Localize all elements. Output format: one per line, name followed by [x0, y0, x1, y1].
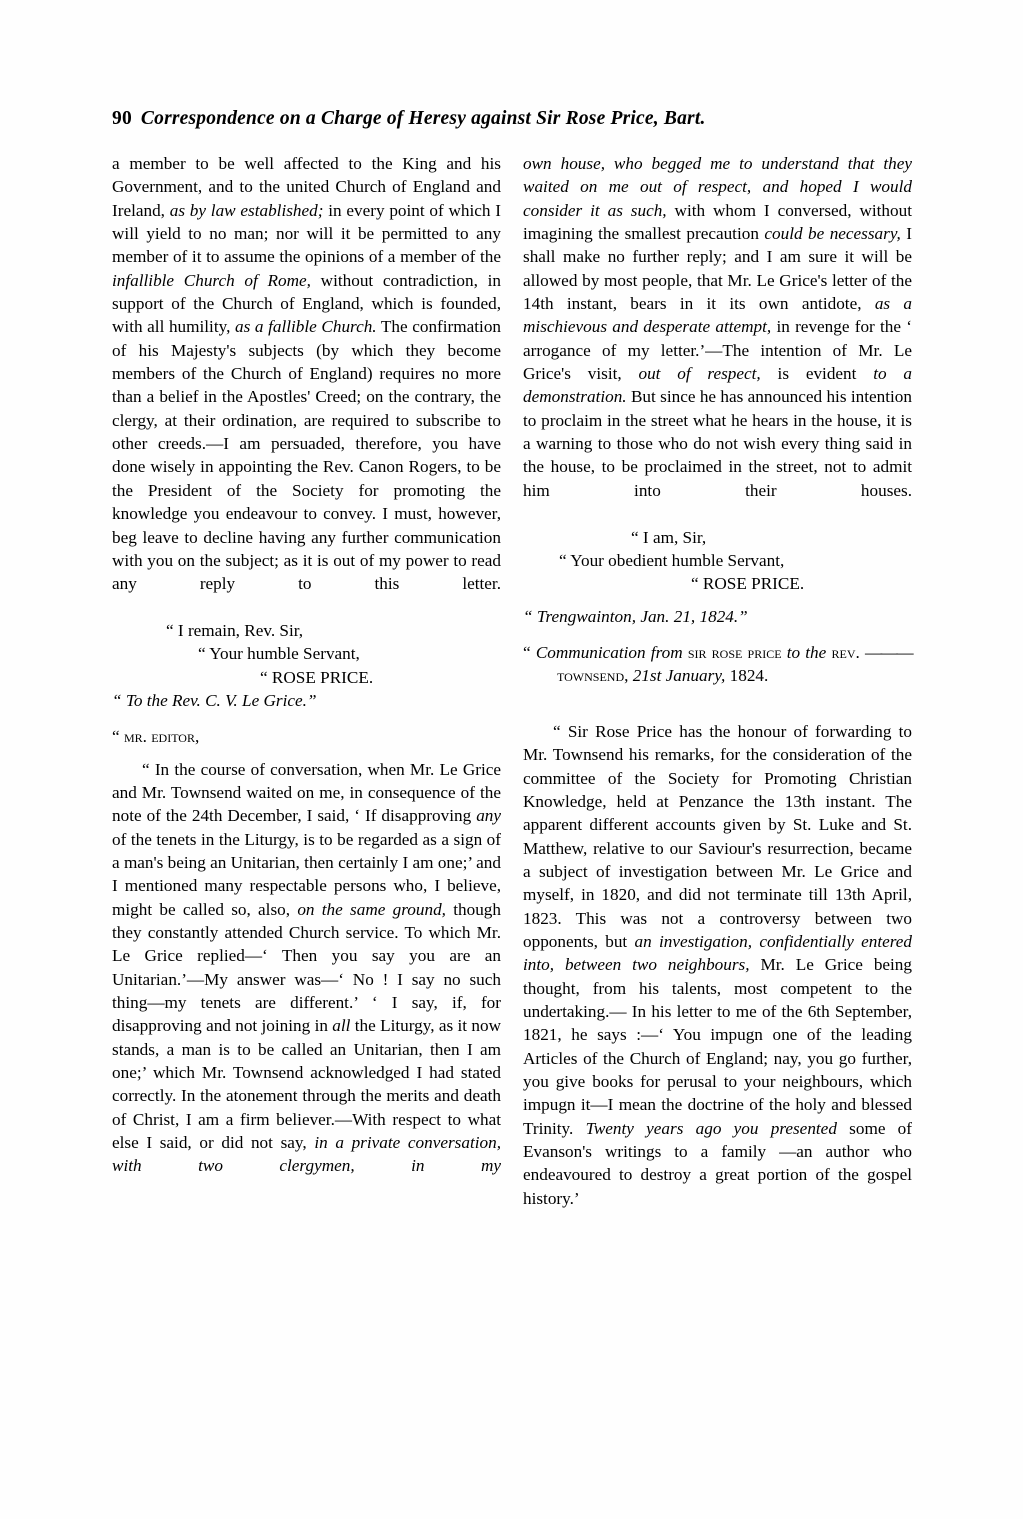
heading-italic-communication-from: Communication from [535, 642, 683, 662]
lc-italic-1: as by law established; [169, 200, 324, 220]
heading-smallcaps-sir-rose-price: sir rose price [687, 642, 782, 662]
lc2-italic-3: all [332, 1016, 351, 1036]
letter-two-closing-line-1: “ I am, Sir, [631, 527, 707, 547]
rc-text-4: is evident [760, 364, 857, 384]
lc2-italic-2: on the same ground, [297, 899, 446, 919]
letter-one-closing-line-1: “ I remain, Rev. Sir, [166, 620, 304, 640]
lc2-italic-4: in a private conversation, with two clergymen, in my [112, 1133, 502, 1176]
lc-text-2: in every point of which I will yield to no man; nor will it be permitted to any member of it to assume the opinions of a member of the [112, 200, 502, 267]
heading-italic-date: 21st January, [632, 666, 726, 686]
lc2-text-4: the Liturgy, as it now stands, a man is to be called an Unitarian, then I am one;’ which Mr. Townsend acknowledged I had stated correctly. In the atonement through the merits and death of Christ, I am a firm believer.—With respect to what else I said, or did not say, [112, 1016, 501, 1153]
rc-italic-3: as a mischievous and desperate attempt, [523, 294, 912, 337]
rc-text-2: I shall make no further reply; and I am sure it will be allowed by most people, that Mr. Le Grice's letter of the 14th instant, bears in it its own antidote, [523, 224, 912, 314]
rc-italic-5: to a demonstration. [523, 364, 913, 407]
rc-italic-1: own house, who begged me to understand that they waited on me out of respect, and hoped I would consider it as such, [523, 154, 912, 220]
letter-two-signature: “ ROSE PRICE. [691, 574, 805, 594]
rc-text-3: in revenge for the ‘ arrogance of my letter.’—The intention of Mr. Le Grice's visit, [523, 317, 912, 384]
heading-smallcaps-rev: rev. [831, 642, 860, 662]
letter-two-closing-line-2: “ Your obedient humble Servant, [559, 550, 785, 570]
editor-salutation-quote: “ [112, 727, 124, 747]
lc-italic-2: infallible Church of Rome, [112, 270, 311, 290]
rc3-italic-2: Twenty years ago you presented [585, 1118, 837, 1138]
lc-text-1: a member to be well affected to the King and his Government, and to the united Church of England and Ireland, [112, 154, 501, 220]
communication-heading-inner [523, 641, 912, 688]
rc3-text-2: Mr. Le Grice being thought, from his talents, most competent to the undertaking.— In his letter to me of the 6th September, 1821, he says :—‘ You impugn one of the leading Articles of the Church of England; nay, you go further, you give books for perusal to your neighbours, which impugn it—I mean the doctrine of the holy and blessed Trinity. [523, 955, 912, 1138]
rc3-text-1: “ Sir Rose Price has the honour of forwarding to Mr. Townsend his remarks, for the consideration of the committee of the Society for Promoting Christian Knowledge, held at Penzance the 13th instant. The apparent different accounts given by St. Luke and St. Matthew, relative to our Saviour's resurrection, became a subject of investigation between Mr. Le Grice and myself, in 1820, and did not terminate till 13th April, 1823. This was not a controversy between two opponents, but [523, 721, 912, 951]
lc2-text-1: “ In the course of conversation, when Mr. Le Grice and Mr. Townsend waited on me, in consequence of the note of the 24th December, I said, ‘ If disapproving [112, 759, 501, 826]
heading-smallcaps-townsend: townsend, [557, 666, 629, 686]
running-head [112, 108, 912, 130]
letter-one-addressee [112, 689, 501, 712]
lc2-text-2: of the tenets in the Liturgy, is to be regarded as a sign of a man's being an Unitarian, then certainly I am one;’ and I mentioned many respectable persons who, I believe, might be called so, also, [112, 829, 501, 919]
spacer [112, 712, 501, 725]
heading-year: 1824. [729, 666, 769, 686]
letter-two-place-date [523, 605, 912, 628]
two-column-text-body [112, 152, 912, 1233]
letter-two-continued-paragraph [523, 152, 912, 526]
letter-one-paragraph [112, 152, 501, 619]
lc2-italic-1: any [476, 806, 502, 826]
lc-text-3: without contradiction, in support of the Church of England, which is founded, with all humility, [112, 270, 501, 337]
letter-two-paragraph [112, 758, 501, 1202]
rc3-text-3: some of Evanson's writings to a family —an author who endeavoured to destroy a great portion of the gospel history.’ [523, 1118, 913, 1208]
page-folio-number: 90 [112, 108, 132, 129]
heading-blank-name-rule: ——— [864, 642, 913, 662]
heading-italic-to-the: to the [786, 642, 827, 662]
rc-text-5: But since he has announced his intention to proclaim in the street what he hears in the house, it is a warning to those who do not wish every thing said in the house, to be proclaimed in the street, not to admit him into their houses. [523, 387, 912, 500]
rc-text-1: with whom I conversed, without imagining the smallest precaution [523, 200, 912, 244]
letter-one-closing-line-2: “ Your humble Servant, [198, 644, 360, 664]
rc-italic-4: out of respect, [638, 364, 761, 384]
editor-salutation-text: mr. editor, [123, 727, 200, 747]
lc-italic-3: as a fallible Church. [235, 317, 377, 337]
spacer [523, 711, 912, 720]
spacer [523, 628, 912, 641]
heading-open-quote: “ [523, 642, 536, 662]
left-column [112, 152, 501, 1233]
letter-two-place-date-text: “ Trengwainton, Jan. 21, 1824.” [523, 606, 748, 626]
rc-italic-2: could be necessary, [764, 224, 901, 244]
right-column [523, 152, 912, 1233]
rc3-italic-1: an investigation, confidentially entered into, between two neighbours, [523, 932, 912, 975]
spacer [523, 596, 912, 605]
letter-one-signature: “ ROSE PRICE. [260, 667, 374, 687]
lc2-text-3: though they constantly attended Church service. To which Mr. Le Grice replied—‘ Then you say you are an Unitarian.’—My answer was—‘ No ! I say no such thing—my tenets are different.’ ‘ I say, if, for disapproving and not joining in [112, 899, 501, 1036]
spacer [112, 749, 501, 758]
running-head-title: Correspondence on a Charge of Heresy against Sir Rose Price, Bart. [140, 108, 706, 129]
communication-heading [523, 641, 912, 711]
lc-text-4: The confirmation of his Majesty's subjects (by which they become members of the Church of England) requires no more than a belief in the Apostles' Creed; on the contrary, the clergy, at their ordination, are required to subscribe to other creeds.—I am persuaded, therefore, you have done wisely in appointing the Rev. Canon Rogers, to be the President of the Society for promoting the knowledge you endeavour to convey. I must, however, beg leave to decline having any further communication with you on the subject; as it is out of my power to read any reply to this letter. [112, 317, 502, 594]
letter-one-addressee-text: “ To the Rev. C. V. Le Grice.” [112, 690, 317, 710]
letter-three-paragraph [523, 720, 912, 1234]
editor-salutation [112, 725, 501, 748]
